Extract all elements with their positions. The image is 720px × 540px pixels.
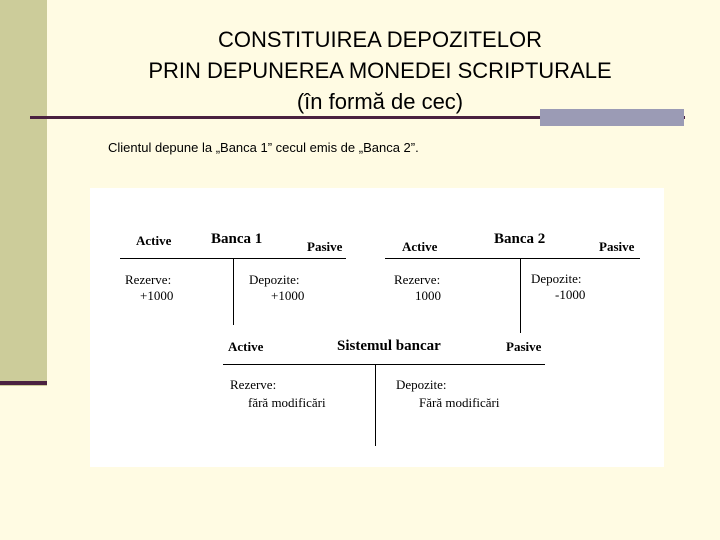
bank1-depozite-value: +1000 <box>271 288 305 303</box>
bank2-depozite-value: -1000 <box>555 287 586 302</box>
bank2-t-horizontal <box>385 258 640 259</box>
bank1-t-vertical <box>233 258 234 325</box>
bank1-title: Banca 1 <box>211 231 263 247</box>
system-active-header: Active <box>228 339 264 354</box>
t-accounts-figure <box>90 188 664 467</box>
bank1-depozite-label: Depozite: <box>249 272 300 287</box>
bank2-rezerve-label: Rezerve: <box>394 272 441 287</box>
bank1-pasive-header: Pasive <box>307 239 343 254</box>
bank1-active-header: Active <box>136 233 172 248</box>
bank2-active-header: Active <box>402 239 438 254</box>
slide-title <box>80 24 680 117</box>
title-line-2: PRIN DEPUNEREA MONEDEI SCRIPTURALE <box>148 58 612 83</box>
system-pasive-header: Pasive <box>506 339 542 354</box>
bank2-depozite-label: Depozite: <box>531 271 582 286</box>
bank1-rezerve-value: +1000 <box>140 288 174 303</box>
system-depozite-label: Depozite: <box>396 377 447 392</box>
bank1-rezerve-label: Rezerve: <box>125 272 172 287</box>
system-rezerve-value: fără modificări <box>248 395 326 410</box>
system-depozite-value: Fără modificări <box>419 395 500 410</box>
bank2-title: Banca 2 <box>494 231 546 247</box>
bank2-pasive-header: Pasive <box>599 239 635 254</box>
slide-subtitle: Clientul depune la „Banca 1” cecul emis de „Banca 2”. <box>108 140 419 155</box>
left-decorative-bar <box>0 0 47 386</box>
title-line-1: CONSTITUIREA DEPOZITELOR <box>218 27 542 52</box>
bank2-t-vertical <box>520 258 521 333</box>
bank2-rezerve-value: 1000 <box>415 288 441 303</box>
system-t-horizontal <box>223 364 545 365</box>
divider-accent-block <box>540 109 684 126</box>
left-bar-accent-line <box>0 381 47 385</box>
system-t-vertical <box>375 364 376 446</box>
system-rezerve-label: Rezerve: <box>230 377 277 392</box>
title-line-3: (în formă de cec) <box>296 89 464 114</box>
system-title: Sistemul bancar <box>337 338 441 354</box>
